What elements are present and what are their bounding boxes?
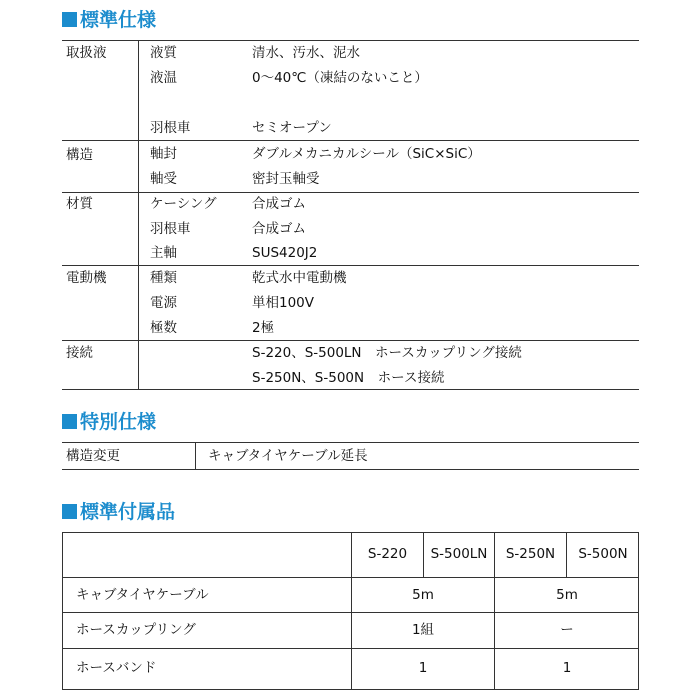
accessory-value: 5m bbox=[412, 587, 434, 603]
spec-group-label: 電動機 bbox=[66, 270, 107, 286]
spec-group-label: 取扱液 bbox=[66, 45, 107, 61]
spec-value: 0～40℃（凍結のないこと） bbox=[252, 70, 428, 86]
accessory-value: ー bbox=[560, 622, 574, 638]
accessory-value: 1 bbox=[562, 660, 572, 676]
spec-item: 極数 bbox=[150, 320, 177, 336]
accessory-value: 1組 bbox=[411, 622, 435, 638]
special-spec-heading: 特別仕様 bbox=[62, 410, 156, 434]
accessory-name: キャブタイヤケーブル bbox=[76, 587, 209, 603]
spec-group-label: 接続 bbox=[66, 345, 93, 361]
spec-value: 単相100V bbox=[252, 295, 315, 311]
spec-group-label: 構造 bbox=[66, 147, 93, 163]
special-spec-label: 構造変更 bbox=[66, 448, 120, 464]
square-bullet-icon bbox=[62, 12, 77, 27]
spec-value: S-250N、S-500N ホース接続 bbox=[252, 370, 445, 386]
model-header: S-500LN bbox=[430, 546, 488, 562]
spec-item: 主軸 bbox=[150, 245, 177, 261]
spec-value: 密封玉軸受 bbox=[252, 171, 320, 187]
accessory-name: ホースバンド bbox=[76, 660, 157, 676]
accessory-value: 1 bbox=[418, 660, 428, 676]
spec-item: 液温 bbox=[150, 70, 177, 86]
spec-item: 羽根車 bbox=[150, 221, 191, 237]
spec-item: ケーシング bbox=[150, 196, 217, 212]
spec-item: 軸受 bbox=[150, 171, 177, 187]
model-header: S-250N bbox=[505, 546, 556, 562]
spec-value: 乾式水中電動機 bbox=[252, 270, 347, 286]
special-spec-value: キャブタイヤケーブル延長 bbox=[208, 448, 368, 464]
accessory-value: 5m bbox=[556, 587, 578, 603]
spec-group-label: 材質 bbox=[66, 196, 93, 212]
spec-value: ダブルメカニカルシール（SiC×SiC） bbox=[252, 146, 481, 162]
spec-value: 2極 bbox=[252, 320, 275, 336]
spec-value: 清水、汚水、泥水 bbox=[252, 45, 360, 61]
standard-accessories-heading: 標準付属品 bbox=[62, 500, 175, 524]
spec-value: 合成ゴム bbox=[252, 221, 306, 237]
spec-value: S-220、S-500LN ホースカップリング接続 bbox=[252, 345, 522, 361]
spec-item: 電源 bbox=[150, 295, 177, 311]
accessory-name: ホースカップリング bbox=[76, 622, 196, 638]
spec-value: セミオープン bbox=[252, 120, 332, 136]
spec-item: 種類 bbox=[150, 270, 177, 286]
square-bullet-icon bbox=[62, 414, 77, 429]
spec-value: SUS420J2 bbox=[252, 245, 318, 261]
model-header: S-500N bbox=[578, 546, 628, 562]
spec-value: 合成ゴム bbox=[252, 196, 306, 212]
model-header: S-220 bbox=[367, 546, 408, 562]
spec-item: 液質 bbox=[150, 45, 177, 61]
standard-spec-heading: 標準仕様 bbox=[62, 8, 156, 32]
spec-item: 羽根車 bbox=[150, 120, 191, 136]
spec-item: 軸封 bbox=[150, 146, 177, 162]
square-bullet-icon bbox=[62, 504, 77, 519]
